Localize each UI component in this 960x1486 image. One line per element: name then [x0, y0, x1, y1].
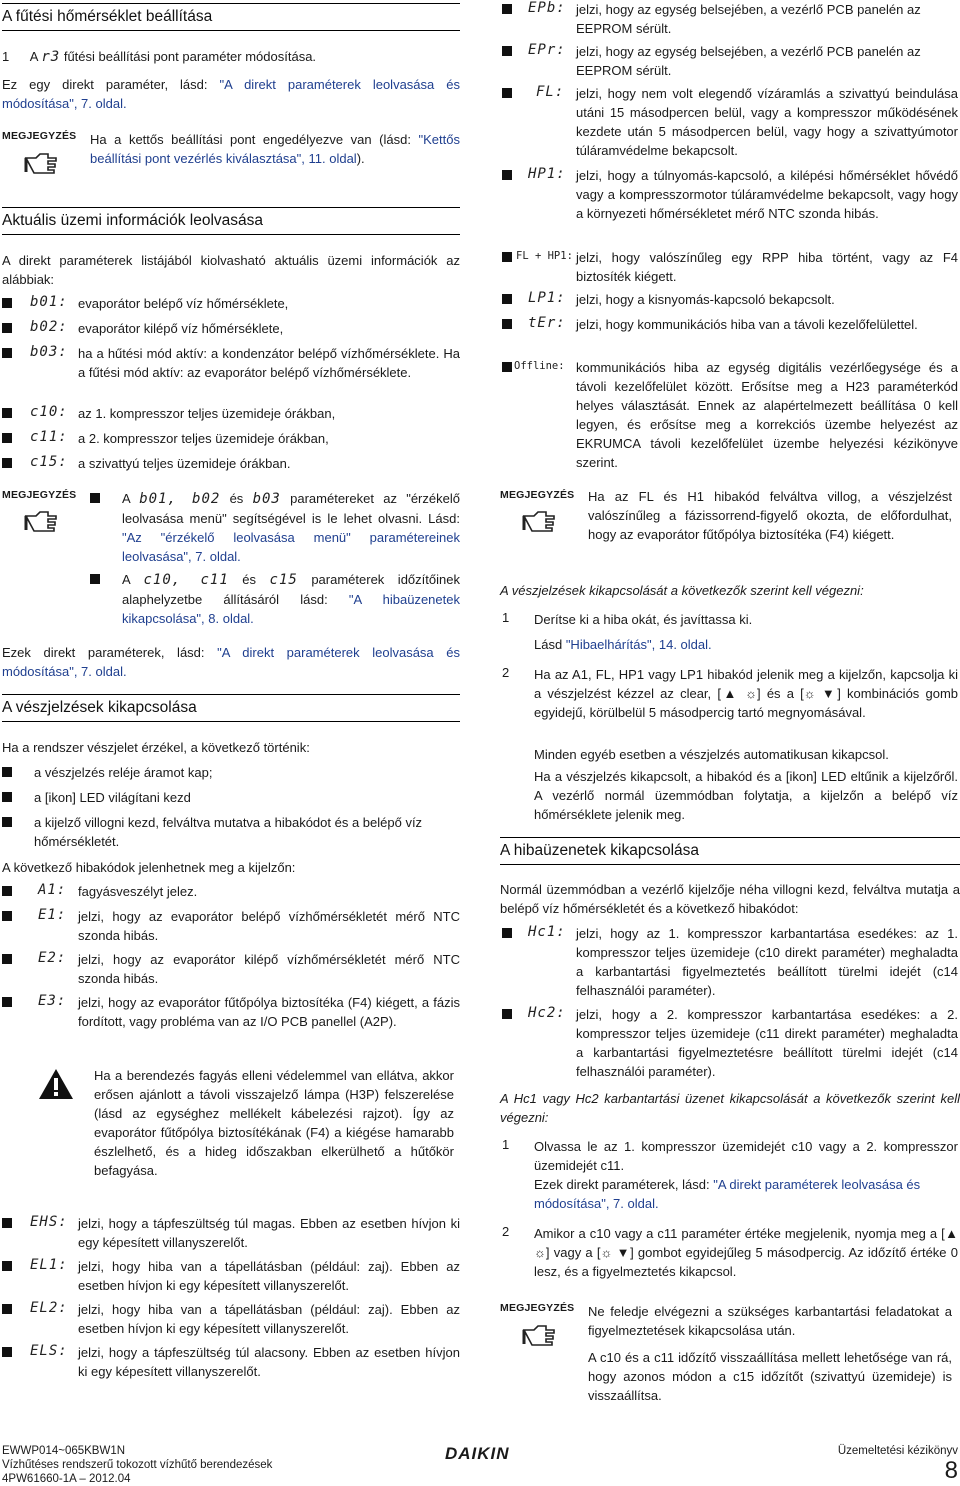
bullet — [2, 767, 12, 777]
error-code: EPb: — [528, 0, 566, 16]
item-text: kommunikációs hiba az egység digitális vezérlőegysége és a távoli kezelőfelület között. Erősítse meg a H23 paraméterkód helyes választását. Ennek az alapértelmezett beállítása 0 kell legyen, és erősítse meg a korrekciós üzembe helyezést az EKRUMCA távoli kezelőfelület üzembe helyezési kézikönyve szerint. — [576, 360, 958, 470]
info-intro: A direkt paraméterek listájából kiolvasható aktuális üzemi információk az alábbiak: — [2, 253, 460, 287]
note-hand-icon — [522, 510, 556, 534]
link-direct-params[interactable]: "A direkt paraméterek leolvasása és módosítása", 7. oldal. — [2, 77, 460, 111]
item-text: jelzi, hogy a túlnyomás-kapcsoló, a kilépési hőmérséklet hővédő vagy a kompresszormotor túláramvédelme bekapcsolt, vagy hogy a környezeti hőmérsékletet mérő NTC szonda hibás. — [576, 168, 958, 221]
item-text: jelzi, hogy a 2. kompresszor karbantartása esedékes: a 2. kompresszor teljes üzemideje (c11 direkt paraméter) meghaladta a karbantartási figyelmeztetésre beállított türelmi idejét (c14 felhasználói paraméter). — [576, 1007, 958, 1079]
item-text: a kijelző villogni kezd, felváltva mutatva a hibakódot és a belépő víz hőmérsékletét. — [34, 815, 423, 849]
step-number: 1 — [502, 1137, 510, 1152]
bullet — [502, 928, 512, 938]
step-number: 1 — [502, 610, 510, 625]
error-code: E2: — [38, 950, 67, 966]
item-text: fagyásveszélyt jelez. — [78, 884, 198, 899]
item-text: a [ikon] LED világítani kezd — [34, 790, 191, 805]
bullet — [502, 319, 512, 329]
top-rule — [2, 3, 460, 4]
step-2-sub-1: Minden egyéb esetben a vészjelzés automatikusan kikapcsol. — [534, 747, 889, 762]
error-code: Hc2: — [528, 1005, 566, 1021]
error-code: FL + HP1: — [516, 250, 573, 262]
item-text: jelzi, hogy a kisnyomás-kapcsoló bekapcsolt. — [576, 292, 835, 307]
error-code: EPr: — [528, 42, 566, 58]
section4-intro: Normál üzemmódban a vezérlő kijelzője néha villogni kezd, felváltva mutatja a belépő víz hőmérsékletét és a következő hibakódot: — [500, 882, 960, 916]
footer-model: EWWP014~065KBW1N — [2, 1445, 126, 1457]
bullet — [502, 294, 512, 304]
param-code: b01: — [30, 294, 68, 310]
error-code: A1: — [38, 882, 67, 898]
note-label: MEGJEGYZÉS — [500, 489, 575, 501]
note-4a-text: Ne feledje elvégezni a szükséges karbantartási feladatokat a figyelmeztetések kikapcsolása után. — [588, 1304, 952, 1338]
title-rule — [2, 30, 460, 31]
item-text: jelzi, hogy kommunikációs hiba van a távoli kezelőfelülettel. — [576, 317, 918, 332]
section4-rule-bottom — [500, 864, 960, 865]
note2b-and: és — [242, 572, 257, 587]
error-code: Offline: — [514, 360, 565, 372]
section3-rule — [2, 694, 460, 695]
bullet — [2, 1347, 12, 1357]
item-text: jelzi, hogy az 1. kompresszor karbantartása esedékes: az 1. kompresszor teljes üzemideje (c10 direkt paraméter) meghaladta a karbantartási figyelmeztetés beállított türelmi idejét (c14 felhasználói paraméter). — [576, 926, 958, 998]
item-text: jelzi, hogy nem volt elegendő vízáramlás a szivattyú beindulása utáni 15 másodpercen belül, vagy a kompresszor működésének kezdete után 5 másodpercen belül, vagy hogy a szivattyúmotor túláramvédelme bekapcsolt. — [576, 86, 958, 158]
codes-intro: A következő hibakódok jelenhetnek meg a kijelzőn: — [2, 860, 296, 875]
item-text: jelzi, hogy az evaporátor fűtőpólya biztosítéka (F4) kiégett, a fázis fordított, vagy probléma van az I/O PCB panellel (A2P). — [78, 995, 460, 1029]
section-title-info: Aktuális üzemi információk leolvasása — [2, 212, 264, 229]
note-label: MEGJEGYZÉS — [2, 489, 77, 501]
link-error-reset[interactable]: "A hibaüzenetek kikapcsolása", 8. oldal. — [122, 592, 460, 626]
direct-param-note — [2, 75, 460, 113]
section4-rule — [500, 837, 960, 838]
step1-sub-pre: Lásd — [534, 637, 566, 652]
step-text-pre: A — [29, 49, 38, 64]
item-text: jelzi, hogy hiba van a tápellátásban (például: zaj). Ebben az esetben hívjon ki egy képesített villanyszerelőt. — [78, 1259, 460, 1293]
bullet — [2, 817, 12, 827]
reset-title: A vészjelzések kikapcsolását a következők szerint kell végezni: — [500, 583, 864, 598]
bullet — [502, 170, 512, 180]
bullet — [2, 1218, 12, 1228]
step-text: fűtési beállítási pont paraméter módosítása. — [63, 49, 317, 64]
error-code: EL2: — [30, 1300, 68, 1316]
section-title-heating: A fűtési hőmérséklet beállítása — [2, 8, 213, 25]
note-2b-text — [122, 570, 460, 628]
item-text: jelzi, hogy valószínűleg egy RPP hiba történt, vagy az F4 biztosíték kiégett. — [576, 250, 958, 284]
param-code: b03: — [30, 344, 68, 360]
note-2a-text — [122, 489, 460, 566]
link-direct-params[interactable]: "A direkt paraméterek leolvasása és módosítása", 7. oldal. — [534, 1177, 921, 1211]
note-label: MEGJEGYZÉS — [2, 130, 77, 142]
note1-post: ). — [356, 151, 365, 166]
note-4b-text: A c10 és a c11 időzítő visszaállítása mellett lehetősége van rá, hogy azonos módon a c15 időzítőt (szivattyú üzemideje) is visszaállítsa. — [588, 1350, 952, 1403]
item-text: jelzi, hogy az evaporátor belépő vízhőmérsékletét mérő NTC szonda hibás. — [78, 909, 460, 943]
bullet — [90, 493, 100, 503]
item-text: jelzi, hogy hiba van a tápellátásban (például: zaj). Ebben az esetben hívjon ki egy képesített villanyszerelőt. — [78, 1302, 460, 1336]
note-1-text — [90, 130, 460, 168]
param-code: c11: — [30, 429, 68, 445]
section-title-alarm: A vészjelzések kikapcsolása — [2, 699, 197, 716]
bullet — [502, 362, 512, 372]
error-code: LP1: — [528, 290, 566, 306]
note-3-text: Ha az FL és H1 hibakód felváltva villog, a vészjelzést valószínűleg a fázissorrend-figyelő okozta, de előfordulhat, hogy az evaporátor fűtőpólya biztosítéka (F4) kiégett. — [588, 489, 952, 542]
bullet — [2, 348, 12, 358]
error-code: tEr: — [528, 315, 566, 331]
item-text: jelzi, hogy a tápfeszültség túl magas. Ebben az esetben hívjon ki egy képesített villanyszerelőt. — [78, 1216, 460, 1250]
bullet — [502, 46, 512, 56]
step-2-sub-2: Ha a vészjelzés kikapcsolt, a hibakód és a [ikon] LED eltűnik a kijelzőről. A vezérlő normál üzemmódban folytatja, a kijelzőn a belépő víz hőmérséklete jelenik meg. — [534, 769, 958, 822]
note-label: MEGJEGYZÉS — [500, 1302, 575, 1314]
error-code: Hc1: — [528, 924, 566, 940]
bullet — [502, 252, 512, 262]
note2b-post: paraméterek időzítőinek alaphelyzetbe állításáról lásd: — [122, 572, 460, 607]
bullet — [2, 997, 12, 1007]
section2-rule — [2, 207, 460, 208]
param-code: c15: — [30, 454, 68, 470]
bullet — [2, 911, 12, 921]
step-text: Amikor a c10 vagy a c11 paraméter értéke megjelenik, nyomja meg a [▲ ☼] vagy a [☼ ▼] gombot egyidejűleg 5 másodpercig. Az időzítő értéke 0 lesz, és a figyelmeztetés kikapcsol. — [534, 1226, 958, 1279]
direct-pre: Ez egy direkt paraméter, lásd: — [2, 77, 220, 92]
link-dual-setpoint[interactable]: "Kettős beállítási pont vezérlés kiválasztása", 11. oldal — [90, 132, 460, 166]
step-text: Derítse ki a hiba okát, és javíttassa ki. — [534, 612, 753, 627]
bullet — [2, 792, 12, 802]
bullet — [502, 4, 512, 14]
param-code-r3: r3 — [41, 49, 61, 65]
step-1-sub — [534, 635, 958, 654]
footer-left — [2, 1444, 332, 1486]
param-codes: b01, b02 — [139, 491, 221, 507]
note2b-pre: A — [122, 572, 130, 587]
param-code: b03 — [252, 491, 281, 507]
bullet — [2, 458, 12, 468]
bullet — [2, 408, 12, 418]
param-code: b02: — [30, 319, 68, 335]
direct2-pre: Ezek direkt paraméterek, lásd: — [2, 645, 218, 660]
error-code: EHS: — [30, 1214, 68, 1230]
item-text: jelzi, hogy a tápfeszültség túl alacsony. Ebben az esetben hívjon ki egy képesített villanyszerelőt. — [78, 1345, 460, 1379]
item-text: a vészjelzés reléje áramot kap; — [34, 765, 213, 780]
page-number: 8 — [944, 1457, 958, 1484]
bullet — [2, 954, 12, 964]
link-troubleshooting[interactable]: "Hibaelhárítás", 14. oldal. — [565, 637, 712, 652]
item-text: jelzi, hogy az evaporátor kilépő vízhőmérsékletét mérő NTC szonda hibás. — [78, 952, 460, 986]
section-title-error-reset: A hibaüzenetek kikapcsolása — [500, 842, 700, 859]
warning-triangle-icon — [38, 1068, 74, 1100]
step-text: Ha az A1, FL, HP1 vagy LP1 hibakód jelenik meg a kijelzőn, kapcsolja ki a vészjelzést kézzel az clear, [▲ ☼] és a [☼ ▼] kombinációs gomb egyidejű, körülbelül 5 másodpercig tartó megnyomásával. — [534, 667, 958, 720]
note2a-and: és — [229, 491, 244, 506]
warning-text: Ha a berendezés fagyás elleni védelemmel van ellátva, akkor erősen ajánlott a távoli visszajelző lámpa (H3P) felszerelése (lásd az egységhez mellékelt kábelezési rajzot). Így az evaporátor fűtőpólya biztosítékának (F4) a kiégése hamarabb észlelhető, és a hideg időszakban elkerülhető a hűtőkör befagyása. — [94, 1068, 454, 1178]
footer-docnum: 4PW61660-1A – 2012.04 — [2, 1473, 131, 1485]
bullet — [2, 886, 12, 896]
item-text: evaporátor kilépő víz hőmérséklete, — [78, 321, 284, 336]
note-hand-icon — [522, 1324, 556, 1348]
bullet — [2, 1261, 12, 1271]
step-number: 1 — [2, 49, 10, 64]
hc-direct-pre: Ezek direkt paraméterek, lásd: — [534, 1177, 714, 1192]
item-text: ha a hűtési mód aktív: a kondenzátor belépő vízhőmérséklete. Ha a fűtési mód aktív: az evaporátor belépő vízhőmérséklete. — [78, 346, 460, 380]
param-code: c15 — [269, 572, 298, 588]
step-number: 2 — [502, 665, 510, 680]
note2a-post: paramétereket az "érzékelő leolvasása menü" segítségével is le lehet olvasni. Lásd: — [122, 491, 460, 526]
param-code: c10: — [30, 404, 68, 420]
item-text: jelzi, hogy az egység belsejében, a vezérlő PCB panelén az EEPROM sérült. — [576, 2, 921, 36]
hc-reset-title: A Hc1 vagy Hc2 karbantartási üzenet kikapcsolását a következők szerint kell végezni: — [500, 1091, 960, 1125]
footer-product: Vízhűtéses rendszerű tokozott vízhűtő berendezések — [2, 1459, 273, 1471]
bullet — [2, 323, 12, 333]
alarm-intro: Ha a rendszer vészjelet érzékel, a következő történik: — [2, 740, 310, 755]
item-text: jelzi, hogy az egység belsejében, a vezérlő PCB panelén az EEPROM sérült. — [576, 44, 921, 78]
bullet — [502, 1009, 512, 1019]
bullet — [2, 298, 12, 308]
bullet — [502, 88, 512, 98]
error-code: ELS: — [30, 1343, 68, 1359]
note1-pre: Ha a kettős beállítási pont engedélyezve van (lásd: — [90, 132, 419, 147]
direct-param-note-2 — [2, 643, 460, 681]
error-code: FL: — [536, 84, 565, 100]
error-code: EL1: — [30, 1257, 68, 1273]
link-direct-params[interactable]: "A direkt paraméterek leolvasása és módosítása", 7. oldal. — [2, 645, 460, 679]
hc-step-1-direct — [534, 1175, 958, 1213]
error-code: HP1: — [528, 166, 566, 182]
bullet — [90, 574, 100, 584]
bullet — [2, 433, 12, 443]
item-text: a szivattyú teljes üzemideje órákban. — [78, 456, 291, 471]
note2a-pre: A — [122, 491, 130, 506]
step-number: 2 — [502, 1224, 510, 1239]
item-text: evaporátor belépő víz hőmérséklete, — [78, 296, 289, 311]
item-text: a 2. kompresszor teljes üzemideje órákban, — [78, 431, 329, 446]
section2-rule-bottom — [2, 234, 460, 235]
note-hand-icon — [24, 510, 58, 534]
step-1-row — [2, 47, 460, 67]
footer-manual: Üzemeltetési kézikönyv — [837, 1445, 958, 1457]
item-text: az 1. kompresszor teljes üzemideje órákban, — [78, 406, 336, 421]
bullet — [2, 1304, 12, 1314]
error-code: E3: — [38, 993, 67, 1009]
daikin-logo: DAIKIN — [445, 1444, 510, 1463]
note-hand-icon — [24, 152, 58, 176]
step-text: Olvassa le az 1. kompresszor üzemidejét c10 vagy a 2. kompresszor üzemidejét c11. — [534, 1139, 958, 1173]
param-codes: c10, c11 — [143, 572, 229, 588]
link-sensor-readout[interactable]: "Az "érzékelő leolvasása menü" paramétereinek leolvasása", 7. oldal. — [122, 530, 460, 564]
error-code: E1: — [38, 907, 67, 923]
section3-rule-bottom — [2, 721, 460, 722]
